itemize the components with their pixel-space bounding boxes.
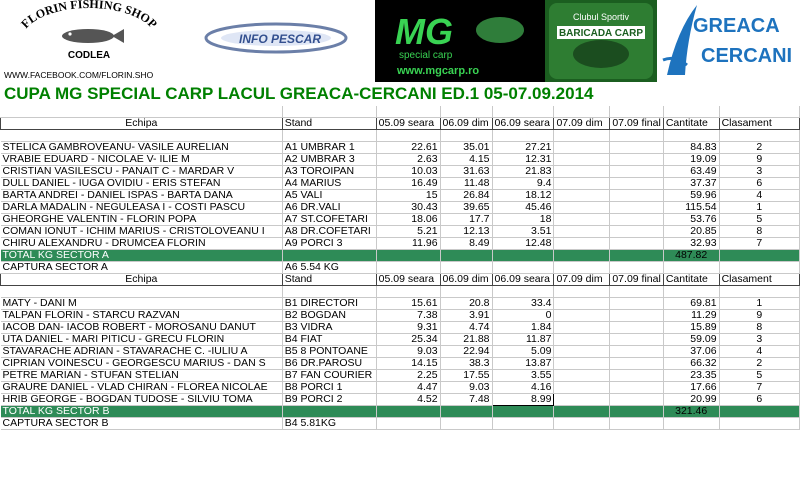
mg-special-carp-logo: [375, 0, 545, 82]
score-05-09-seara[interactable]: 10.03: [376, 166, 440, 178]
score-06-09-dim[interactable]: 26.84: [440, 190, 492, 202]
column-header-row: [1, 274, 800, 286]
blank-row: [1, 106, 800, 118]
team-name-cell[interactable]: CHIRU ALEXANDRU - DRUMCEA FLORIN: [1, 238, 283, 250]
empty-cell[interactable]: [554, 130, 610, 142]
cantitate-cell[interactable]: 69.81: [663, 297, 719, 309]
score-06-09-dim[interactable]: 35.01: [440, 142, 492, 154]
team-row: [1, 154, 800, 166]
empty-cell[interactable]: [719, 417, 799, 429]
clasament-cell[interactable]: 4: [719, 345, 799, 357]
team-name-cell[interactable]: UTA DANIEL - MARI PITICU - GRECU FLORIN: [1, 333, 283, 345]
score-06-09-seara[interactable]: 18.12: [492, 190, 554, 202]
sector-total-label[interactable]: TOTAL KG SECTOR A: [1, 250, 283, 262]
info-pescar-name: INFO PESCAR: [238, 32, 322, 46]
team-name-cell[interactable]: COMAN IONUT - ICHIM MARIUS - CRISTOLOVEANU I: [1, 226, 283, 238]
score-07-09-final[interactable]: [610, 333, 663, 345]
score-05-09-seara[interactable]: 9.31: [376, 321, 440, 333]
score-07-09-dim[interactable]: [554, 154, 610, 166]
empty-cell[interactable]: [554, 262, 610, 274]
score-06-09-seara[interactable]: 5.09: [492, 345, 554, 357]
team-row: [1, 166, 800, 178]
score-06-09-seara[interactable]: 33.4: [492, 297, 554, 309]
empty-cell[interactable]: [663, 130, 719, 142]
team-row: [1, 142, 800, 154]
sector-captura-label[interactable]: CAPTURA SECTOR B: [1, 417, 283, 429]
blank-row: [1, 130, 800, 142]
empty-cell[interactable]: [610, 250, 663, 262]
score-07-09-dim[interactable]: [554, 190, 610, 202]
score-07-09-dim[interactable]: [554, 202, 610, 214]
score-07-09-dim[interactable]: [554, 166, 610, 178]
team-name-cell[interactable]: STAVARACHE ADRIAN - STAVARACHE C. -IULIU A: [1, 345, 283, 357]
team-row: [1, 357, 800, 369]
score-07-09-dim[interactable]: [554, 321, 610, 333]
header-stand[interactable]: Stand: [282, 274, 376, 286]
team-name-cell[interactable]: PETRE MARIAN - STUFAN STELIAN: [1, 369, 283, 381]
score-07-09-final[interactable]: [610, 178, 663, 190]
team-row: [1, 321, 800, 333]
score-07-09-dim[interactable]: [554, 142, 610, 154]
empty-cell[interactable]: [492, 405, 554, 417]
cantitate-cell[interactable]: 20.99: [663, 393, 719, 405]
empty-cell[interactable]: [610, 106, 663, 118]
cantitate-cell[interactable]: 84.83: [663, 142, 719, 154]
empty-cell[interactable]: [376, 262, 440, 274]
stand-cell[interactable]: B5 8 PONTOANE: [282, 345, 376, 357]
greaca-line1: GREACA: [693, 15, 780, 37]
team-row: [1, 345, 800, 357]
score-06-09-seara[interactable]: 45.46: [492, 202, 554, 214]
score-06-09-dim[interactable]: 3.91: [440, 309, 492, 321]
empty-cell[interactable]: [440, 405, 492, 417]
empty-cell[interactable]: [282, 130, 376, 142]
empty-cell[interactable]: [554, 417, 610, 429]
sector-captura-label[interactable]: CAPTURA SECTOR A: [1, 262, 283, 274]
score-05-09-seara[interactable]: 15.61: [376, 297, 440, 309]
greaca-cercani-logo: [657, 0, 800, 82]
team-row: [1, 333, 800, 345]
stand-cell[interactable]: B7 FAN COURIER: [282, 369, 376, 381]
stand-cell[interactable]: B1 DIRECTORI: [282, 297, 376, 309]
clasament-cell[interactable]: 6: [719, 178, 799, 190]
cantitate-cell[interactable]: 15.89: [663, 321, 719, 333]
score-06-09-dim[interactable]: 12.13: [440, 226, 492, 238]
score-07-09-final[interactable]: [610, 369, 663, 381]
empty-cell[interactable]: [663, 106, 719, 118]
score-05-09-seara[interactable]: 2.25: [376, 369, 440, 381]
florin-shop-city: CODLEA: [67, 50, 111, 61]
header-07-09-final[interactable]: 07.09 final: [610, 274, 663, 286]
team-name-cell[interactable]: DULL DANIEL - IUGA OVIDIU - ERIS STEFAN: [1, 178, 283, 190]
score-05-09-seara[interactable]: 25.34: [376, 333, 440, 345]
score-06-09-dim[interactable]: 9.03: [440, 381, 492, 393]
mg-brand: MG: [395, 11, 453, 52]
cantitate-cell[interactable]: 19.09: [663, 154, 719, 166]
score-07-09-final[interactable]: [610, 297, 663, 309]
score-06-09-dim[interactable]: 22.94: [440, 345, 492, 357]
empty-cell[interactable]: [440, 417, 492, 429]
score-07-09-final[interactable]: [610, 226, 663, 238]
empty-cell[interactable]: [663, 286, 719, 298]
stand-cell[interactable]: B9 PORCI 2: [282, 393, 376, 405]
clasament-cell[interactable]: 8: [719, 226, 799, 238]
cantitate-cell[interactable]: 63.49: [663, 166, 719, 178]
score-07-09-dim[interactable]: [554, 238, 610, 250]
score-06-09-dim[interactable]: 8.49: [440, 238, 492, 250]
score-05-09-seara[interactable]: 15: [376, 190, 440, 202]
score-06-09-seara[interactable]: 3.55: [492, 369, 554, 381]
empty-cell[interactable]: [492, 130, 554, 142]
empty-cell[interactable]: [376, 405, 440, 417]
score-06-09-seara[interactable]: 4.16: [492, 381, 554, 393]
score-07-09-final[interactable]: [610, 381, 663, 393]
team-name-cell[interactable]: STELICA GAMBROVEANU- VASILE AURELIAN: [1, 142, 283, 154]
score-06-09-seara[interactable]: 3.51: [492, 226, 554, 238]
score-05-09-seara[interactable]: 4.52: [376, 393, 440, 405]
score-05-09-seara[interactable]: 7.38: [376, 309, 440, 321]
sector-captura-row: [1, 262, 800, 274]
header-05-09-seara[interactable]: 05.09 seara: [376, 274, 440, 286]
cantitate-cell[interactable]: 59.96: [663, 190, 719, 202]
empty-cell[interactable]: [440, 130, 492, 142]
team-row: [1, 381, 800, 393]
mg-url: www.mgcarp.ro: [397, 65, 480, 77]
empty-cell[interactable]: [554, 250, 610, 262]
greaca-line2: CERCANI: [701, 45, 793, 67]
clasament-cell[interactable]: 8: [719, 321, 799, 333]
empty-cell[interactable]: [610, 417, 663, 429]
score-07-09-final[interactable]: [610, 321, 663, 333]
header-06-09-seara[interactable]: 06.09 seara: [492, 274, 554, 286]
score-05-09-seara[interactable]: 30.43: [376, 202, 440, 214]
stand-cell[interactable]: B2 BOGDAN: [282, 309, 376, 321]
clasament-cell[interactable]: 6: [719, 393, 799, 405]
score-07-09-dim[interactable]: [554, 226, 610, 238]
score-06-09-seara[interactable]: 8.99: [492, 393, 554, 405]
clasament-cell[interactable]: 1: [719, 202, 799, 214]
stand-cell[interactable]: A7 ST.COFETARI: [282, 214, 376, 226]
score-07-09-final[interactable]: [610, 142, 663, 154]
score-06-09-seara[interactable]: 0: [492, 309, 554, 321]
stand-cell[interactable]: B3 VIDRA: [282, 321, 376, 333]
header-clasament[interactable]: Clasament: [719, 274, 799, 286]
score-06-09-dim[interactable]: 21.88: [440, 333, 492, 345]
sector-captura-row: [1, 417, 800, 429]
header-07-09-dim[interactable]: 07.09 dim: [554, 118, 610, 130]
cantitate-cell[interactable]: 53.76: [663, 214, 719, 226]
score-07-09-dim[interactable]: [554, 393, 610, 405]
empty-cell[interactable]: [1, 286, 283, 298]
score-06-09-dim[interactable]: 38.3: [440, 357, 492, 369]
score-06-09-dim[interactable]: 7.48: [440, 393, 492, 405]
empty-cell[interactable]: [554, 106, 610, 118]
info-pescar-logo: [178, 0, 375, 82]
clasament-cell[interactable]: 9: [719, 154, 799, 166]
clasament-cell[interactable]: 4: [719, 190, 799, 202]
score-06-09-seara[interactable]: 1.84: [492, 321, 554, 333]
clasament-cell[interactable]: 2: [719, 142, 799, 154]
score-06-09-seara[interactable]: 12.48: [492, 238, 554, 250]
team-row: [1, 393, 800, 405]
score-05-09-seara[interactable]: 5.21: [376, 226, 440, 238]
score-07-09-dim[interactable]: [554, 369, 610, 381]
empty-cell[interactable]: [376, 417, 440, 429]
clasament-cell[interactable]: 5: [719, 369, 799, 381]
score-07-09-final[interactable]: [610, 393, 663, 405]
score-05-09-seara[interactable]: 4.47: [376, 381, 440, 393]
team-row: [1, 202, 800, 214]
sector-total-row: [1, 250, 800, 262]
score-06-09-seara[interactable]: 21.83: [492, 166, 554, 178]
empty-cell[interactable]: [440, 106, 492, 118]
clasament-cell[interactable]: 2: [719, 357, 799, 369]
empty-cell[interactable]: [282, 106, 376, 118]
stand-cell[interactable]: A9 PORCI 3: [282, 238, 376, 250]
header-07-09-dim[interactable]: 07.09 dim: [554, 274, 610, 286]
score-07-09-final[interactable]: [610, 214, 663, 226]
score-07-09-dim[interactable]: [554, 357, 610, 369]
clasament-cell[interactable]: 7: [719, 238, 799, 250]
score-05-09-seara[interactable]: 9.03: [376, 345, 440, 357]
score-06-09-dim[interactable]: 17.55: [440, 369, 492, 381]
score-06-09-seara[interactable]: 13.87: [492, 357, 554, 369]
score-06-09-dim[interactable]: 17.7: [440, 214, 492, 226]
score-06-09-seara[interactable]: 12.31: [492, 154, 554, 166]
stand-cell[interactable]: A6 DR.VALI: [282, 202, 376, 214]
cantitate-cell[interactable]: 23.35: [663, 369, 719, 381]
stand-cell[interactable]: A5 VALI: [282, 190, 376, 202]
florin-fishing-shop-logo: [0, 0, 178, 82]
empty-cell[interactable]: [1, 130, 283, 142]
score-06-09-dim[interactable]: 20.8: [440, 297, 492, 309]
cantitate-cell[interactable]: 59.09: [663, 333, 719, 345]
header-stand[interactable]: Stand: [282, 118, 376, 130]
stand-cell[interactable]: B8 PORCI 1: [282, 381, 376, 393]
team-row: [1, 369, 800, 381]
cantitate-cell[interactable]: 115.54: [663, 202, 719, 214]
sector-total-row: [1, 405, 800, 417]
header-cantitate[interactable]: Cantitate: [663, 274, 719, 286]
svg-text:FLORIN FISHING SHOP: [18, 0, 160, 31]
empty-cell[interactable]: [492, 106, 554, 118]
cantitate-cell[interactable]: 37.37: [663, 178, 719, 190]
score-07-09-dim[interactable]: [554, 381, 610, 393]
cantitate-cell[interactable]: 37.06: [663, 345, 719, 357]
header-07-09-final[interactable]: 07.09 final: [610, 118, 663, 130]
team-name-cell[interactable]: GHEORGHE VALENTIN - FLORIN POPA: [1, 214, 283, 226]
score-05-09-seara[interactable]: 11.96: [376, 238, 440, 250]
empty-cell[interactable]: [440, 250, 492, 262]
sector-total-value[interactable]: 487.82: [663, 250, 719, 262]
score-06-09-seara[interactable]: 11.87: [492, 333, 554, 345]
baricada-name: BARICADA CARP: [558, 28, 644, 39]
empty-cell[interactable]: [282, 405, 376, 417]
team-name-cell[interactable]: IACOB DAN- IACOB ROBERT - MOROSANU DANUT: [1, 321, 283, 333]
empty-cell[interactable]: [663, 417, 719, 429]
team-row: [1, 238, 800, 250]
empty-cell[interactable]: [440, 262, 492, 274]
header-05-09-seara[interactable]: 05.09 seara: [376, 118, 440, 130]
score-07-09-dim[interactable]: [554, 297, 610, 309]
stand-cell[interactable]: A1 UMBRAR 1: [282, 142, 376, 154]
score-07-09-final[interactable]: [610, 345, 663, 357]
mg-subtitle: special carp: [399, 50, 453, 61]
score-06-09-seara[interactable]: 27.21: [492, 142, 554, 154]
score-07-09-final[interactable]: [610, 190, 663, 202]
team-name-cell[interactable]: TALPAN FLORIN - STARCU RAZVAN: [1, 309, 283, 321]
stand-cell[interactable]: A2 UMBRAR 3: [282, 154, 376, 166]
team-row: [1, 226, 800, 238]
team-row: [1, 297, 800, 309]
score-07-09-final[interactable]: [610, 166, 663, 178]
empty-cell[interactable]: [376, 130, 440, 142]
empty-cell[interactable]: [376, 106, 440, 118]
stand-cell[interactable]: A8 DR.COFETARI: [282, 226, 376, 238]
score-06-09-dim[interactable]: 31.63: [440, 166, 492, 178]
header-06-09-seara[interactable]: 06.09 seara: [492, 118, 554, 130]
empty-cell[interactable]: [719, 405, 799, 417]
score-06-09-dim[interactable]: 4.74: [440, 321, 492, 333]
clasament-cell[interactable]: 5: [719, 214, 799, 226]
clasament-cell[interactable]: 7: [719, 381, 799, 393]
clasament-cell[interactable]: 1: [719, 297, 799, 309]
header-echipa[interactable]: Echipa: [1, 118, 283, 130]
header-06-09-dim[interactable]: 06.09 dim: [440, 274, 492, 286]
header-cantitate[interactable]: Cantitate: [663, 118, 719, 130]
empty-cell[interactable]: [719, 262, 799, 274]
team-name-cell[interactable]: HRIB GEORGE - BOGDAN TUDOSE - SILVIU TOMA: [1, 393, 283, 405]
stand-cell[interactable]: B4 FIAT: [282, 333, 376, 345]
empty-cell[interactable]: [719, 106, 799, 118]
empty-cell[interactable]: [282, 286, 376, 298]
empty-cell[interactable]: [610, 262, 663, 274]
score-07-09-final[interactable]: [610, 309, 663, 321]
team-row: [1, 309, 800, 321]
team-name-cell[interactable]: BARTA ANDREI - DANIEL ISPAS - BARTA DANA: [1, 190, 283, 202]
team-name-cell[interactable]: CIPRIAN VOINESCU - GEORGESCU MARIUS - DAN S: [1, 357, 283, 369]
score-07-09-final[interactable]: [610, 357, 663, 369]
column-header-row: [1, 118, 800, 130]
sector-captura-value[interactable]: A6 5.54 KG: [282, 262, 376, 274]
header-echipa[interactable]: Echipa: [1, 274, 283, 286]
cantitate-cell[interactable]: 17.66: [663, 381, 719, 393]
score-05-09-seara[interactable]: 14.15: [376, 357, 440, 369]
score-05-09-seara[interactable]: 16.49: [376, 178, 440, 190]
team-name-cell[interactable]: MATY - DANI M: [1, 297, 283, 309]
empty-cell[interactable]: [440, 286, 492, 298]
cantitate-cell[interactable]: 66.32: [663, 357, 719, 369]
florin-shop-name: FLORIN FISHING SHOP: [18, 0, 160, 32]
score-05-09-seara[interactable]: 18.06: [376, 214, 440, 226]
empty-cell[interactable]: [1, 106, 283, 118]
empty-cell[interactable]: [492, 262, 554, 274]
score-06-09-dim[interactable]: 4.15: [440, 154, 492, 166]
header-06-09-dim[interactable]: 06.09 dim: [440, 118, 492, 130]
score-06-09-seara[interactable]: 18: [492, 214, 554, 226]
empty-cell[interactable]: [376, 286, 440, 298]
stand-cell[interactable]: B6 DR.PAROSU: [282, 357, 376, 369]
empty-cell[interactable]: [663, 262, 719, 274]
score-07-09-dim[interactable]: [554, 333, 610, 345]
empty-cell[interactable]: [376, 250, 440, 262]
header-clasament[interactable]: Clasament: [719, 118, 799, 130]
score-07-09-dim[interactable]: [554, 178, 610, 190]
baricada-carp-logo: [545, 0, 657, 82]
empty-cell[interactable]: [492, 250, 554, 262]
empty-cell[interactable]: [610, 286, 663, 298]
empty-cell[interactable]: [719, 286, 799, 298]
stand-cell[interactable]: A3 TOROIPAN: [282, 166, 376, 178]
cantitate-cell[interactable]: 20.85: [663, 226, 719, 238]
blank-row: [1, 286, 800, 298]
team-row: [1, 178, 800, 190]
clasament-cell[interactable]: 9: [719, 309, 799, 321]
score-07-09-final[interactable]: [610, 154, 663, 166]
score-07-09-final[interactable]: [610, 238, 663, 250]
team-name-cell[interactable]: GRAURE DANIEL - VLAD CHIRAN - FLOREA NICOLAE: [1, 381, 283, 393]
clasament-cell[interactable]: 3: [719, 333, 799, 345]
baricada-club-label: Clubul Sportiv: [572, 12, 630, 22]
empty-cell[interactable]: [719, 130, 799, 142]
competition-title: CUPA MG SPECIAL CARP LACUL GREACA-CERCANI ED.1 05-07.09.2014: [0, 82, 800, 106]
empty-cell[interactable]: [282, 250, 376, 262]
stand-cell[interactable]: A4 MARIUS: [282, 178, 376, 190]
empty-cell[interactable]: [610, 405, 663, 417]
score-07-09-final[interactable]: [610, 202, 663, 214]
score-06-09-dim[interactable]: 39.65: [440, 202, 492, 214]
results-sheet: [0, 106, 800, 430]
empty-cell[interactable]: [719, 250, 799, 262]
team-name-cell[interactable]: DARLA MADALIN - NEGULEASA I - COSTI PASCU: [1, 202, 283, 214]
empty-cell[interactable]: [554, 405, 610, 417]
score-05-09-seara[interactable]: 2.63: [376, 154, 440, 166]
team-row: [1, 190, 800, 202]
team-row: [1, 214, 800, 226]
score-07-09-dim[interactable]: [554, 309, 610, 321]
score-07-09-dim[interactable]: [554, 345, 610, 357]
sector-total-label[interactable]: TOTAL KG SECTOR B: [1, 405, 283, 417]
score-07-09-dim[interactable]: [554, 214, 610, 226]
score-06-09-seara[interactable]: 9.4: [492, 178, 554, 190]
sponsor-logos: [0, 0, 800, 82]
score-06-09-dim[interactable]: 11.48: [440, 178, 492, 190]
score-05-09-seara[interactable]: 22.61: [376, 142, 440, 154]
empty-cell[interactable]: [492, 417, 554, 429]
empty-cell[interactable]: [492, 286, 554, 298]
clasament-cell[interactable]: 3: [719, 166, 799, 178]
team-name-cell[interactable]: VRABIE EDUARD - NICOLAE V- ILIE M: [1, 154, 283, 166]
cantitate-cell[interactable]: 11.29: [663, 309, 719, 321]
sector-total-value[interactable]: 321.46: [663, 405, 719, 417]
empty-cell[interactable]: [554, 286, 610, 298]
empty-cell[interactable]: [610, 130, 663, 142]
sector-captura-value[interactable]: B4 5.81KG: [282, 417, 376, 429]
team-name-cell[interactable]: CRISTIAN VASILESCU - PANAIT C - MARDAR V: [1, 166, 283, 178]
cantitate-cell[interactable]: 32.93: [663, 238, 719, 250]
florin-shop-url: WWW.FACEBOOK.COM/FLORIN.SHO: [4, 70, 154, 80]
